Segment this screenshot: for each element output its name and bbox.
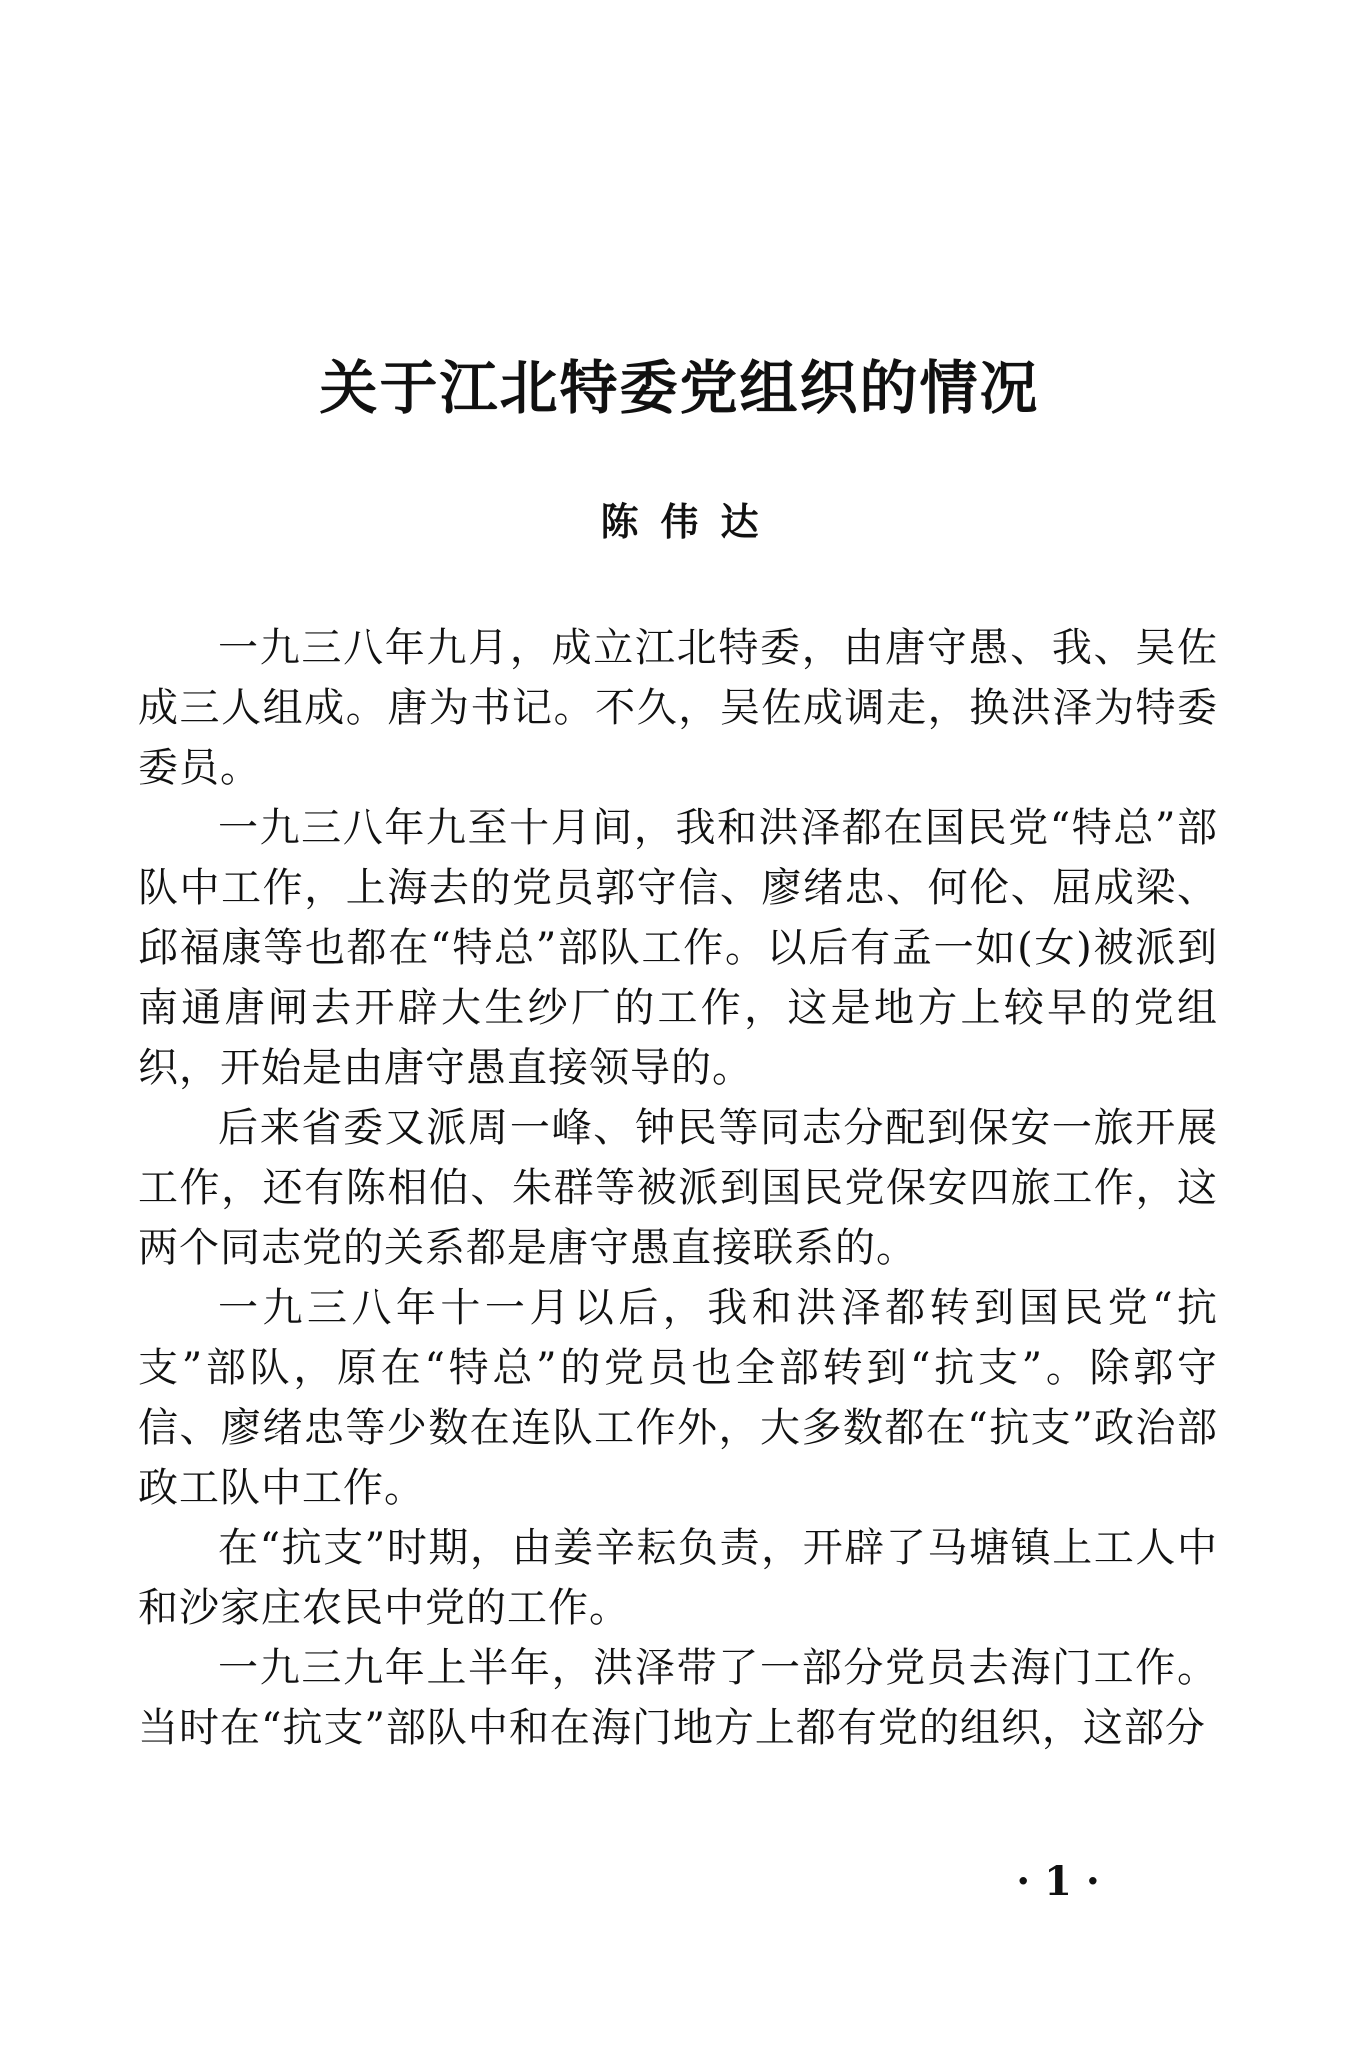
paragraph-4: 一九三八年十一月以后，我和洪泽都转到国民党“抗支”部队，原在“特总”的党员也全部转到“抗支”。除郭守信、廖绪忠等少数在连队工作外，大多数都在“抗支”政治部政工队中工作。 xyxy=(138,1285,1218,1511)
paragraph-2: 一九三八年九至十月间，我和洪泽都在国民党“特总”部队中工作，上海去的党员郭守信、廖绪忠、何伦、屈成梁、邱福康等也都在“特总”部队工作。以后有孟一如(女)被派到南通唐闸去开辟大生纱厂的工作，这是地方上较早的党组织，开始是由唐守愚直接领导的。 xyxy=(138,805,1218,1091)
paragraph-6: 一九三九年上半年，洪泽带了一部分党员去海门工作。当时在“抗支”部队中和在海门地方上都有党的组织，这部分 xyxy=(138,1645,1218,1751)
document-body xyxy=(138,618,1218,1758)
paragraph-5: 在“抗支”时期，由姜辛耘负责，开辟了马塘镇上工人中和沙家庄农民中党的工作。 xyxy=(138,1525,1218,1631)
paragraph-1: 一九三八年九月，成立江北特委，由唐守愚、我、吴佐成三人组成。唐为书记。不久，吴佐成调走，换洪泽为特委委员。 xyxy=(138,625,1218,791)
author-name: 陈伟达 xyxy=(600,499,781,544)
document-title: 关于江北特委党组织的情况 xyxy=(319,354,1040,422)
paragraph-3: 后来省委又派周一峰、钟民等同志分配到保安一旅开展工作，还有陈相伯、朱群等被派到国民党保安四旅工作，这两个同志党的关系都是唐守愚直接联系的。 xyxy=(138,1105,1218,1271)
page-number: · 1 · xyxy=(1016,1858,1100,1905)
